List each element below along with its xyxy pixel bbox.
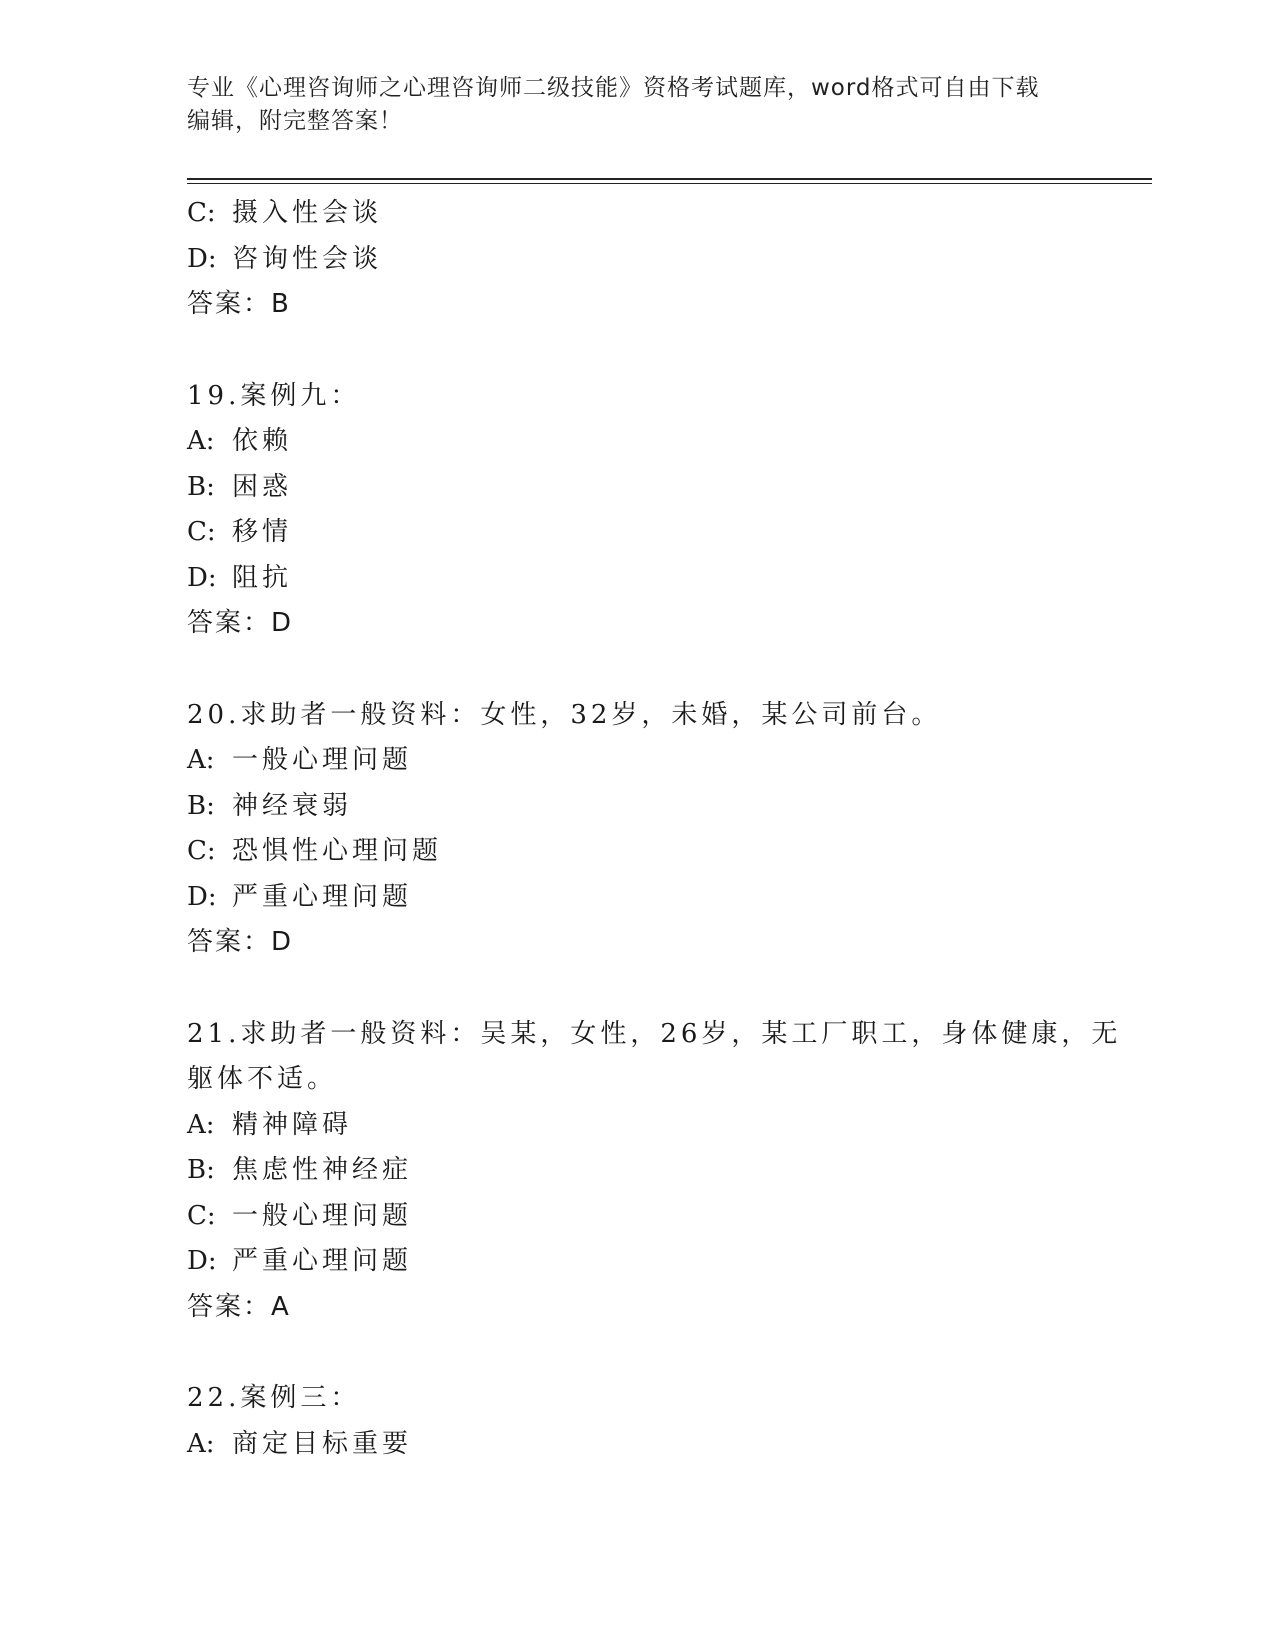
option-key: B: bbox=[187, 471, 215, 502]
option-text: 移情 bbox=[232, 517, 293, 547]
question-list bbox=[187, 191, 1152, 1467]
option-text: 严重心理问题 bbox=[232, 881, 413, 912]
question-22 bbox=[187, 1376, 1152, 1467]
option-c bbox=[187, 829, 1152, 875]
answer-line: 答案：A bbox=[187, 1291, 291, 1322]
question-18 bbox=[187, 191, 1152, 328]
option-key: A: bbox=[187, 1109, 215, 1140]
document-page bbox=[187, 72, 1152, 1459]
option-a bbox=[187, 1422, 1152, 1468]
option-text: 严重心理问题 bbox=[232, 1246, 413, 1276]
spacer bbox=[187, 966, 1152, 1012]
option-text: 恐惧性心理问题 bbox=[232, 836, 443, 866]
question-stem-continued: 躯体不适。 bbox=[187, 1064, 338, 1094]
option-text: 一般心理问题 bbox=[232, 1200, 413, 1231]
option-text: 商定目标重要 bbox=[232, 1428, 413, 1459]
option-d bbox=[187, 1239, 1152, 1285]
question-stem: 22.案例三： bbox=[187, 1383, 361, 1413]
option-key: A: bbox=[187, 426, 215, 456]
option-a bbox=[187, 1103, 1152, 1149]
answer-line: 答案：D bbox=[187, 608, 294, 638]
option-key: C: bbox=[187, 198, 216, 228]
option-b bbox=[187, 465, 1152, 511]
option-c bbox=[187, 191, 1152, 237]
document-header bbox=[187, 72, 1067, 138]
option-key: A: bbox=[187, 745, 215, 775]
option-b bbox=[187, 1148, 1152, 1194]
spacer bbox=[187, 647, 1152, 693]
option-text: 精神障碍 bbox=[232, 1109, 353, 1140]
option-key: D: bbox=[187, 881, 217, 912]
option-c bbox=[187, 1194, 1152, 1240]
option-key: D: bbox=[187, 1246, 217, 1276]
option-a bbox=[187, 419, 1152, 465]
option-text: 一般心理问题 bbox=[232, 745, 413, 775]
option-key: A: bbox=[187, 1428, 215, 1459]
option-c bbox=[187, 510, 1152, 556]
option-key: B: bbox=[187, 1155, 215, 1185]
question-19 bbox=[187, 374, 1152, 647]
question-21 bbox=[187, 1012, 1152, 1331]
option-key: B: bbox=[187, 790, 215, 821]
option-text: 咨询性会谈 bbox=[232, 243, 383, 274]
header-divider bbox=[187, 178, 1152, 184]
header-line-1: 专业《心理咨询师之心理咨询师二级技能》资格考试题库，word格式可自由下载 bbox=[187, 75, 1040, 101]
option-d bbox=[187, 875, 1152, 921]
answer-line: 答案：D bbox=[187, 927, 294, 957]
option-key: D: bbox=[187, 243, 217, 274]
question-20 bbox=[187, 693, 1152, 966]
question-stem: 21.求助者一般资料：吴某，女性，26岁，某工厂职工，身体健康，无 bbox=[187, 1018, 1122, 1049]
option-text: 摄入性会谈 bbox=[232, 198, 383, 228]
option-d bbox=[187, 556, 1152, 602]
option-a bbox=[187, 738, 1152, 784]
option-key: D: bbox=[187, 562, 217, 593]
answer-line: 答案：B bbox=[187, 289, 291, 319]
option-key: C: bbox=[187, 517, 216, 547]
question-stem: 20.求助者一般资料：女性，32岁，未婚，某公司前台。 bbox=[187, 699, 942, 730]
option-text: 焦虑性神经症 bbox=[232, 1155, 413, 1185]
option-text: 困惑 bbox=[232, 471, 293, 502]
spacer bbox=[187, 328, 1152, 374]
option-key: C: bbox=[187, 1200, 216, 1231]
question-stem: 19.案例九： bbox=[187, 380, 361, 411]
option-key: C: bbox=[187, 836, 216, 866]
option-text: 神经衰弱 bbox=[232, 790, 353, 821]
option-b bbox=[187, 784, 1152, 830]
header-line-2: 编辑，附完整答案！ bbox=[187, 108, 403, 134]
option-d bbox=[187, 237, 1152, 283]
option-text: 阻抗 bbox=[232, 562, 293, 593]
spacer bbox=[187, 1330, 1152, 1376]
option-text: 依赖 bbox=[232, 426, 293, 456]
